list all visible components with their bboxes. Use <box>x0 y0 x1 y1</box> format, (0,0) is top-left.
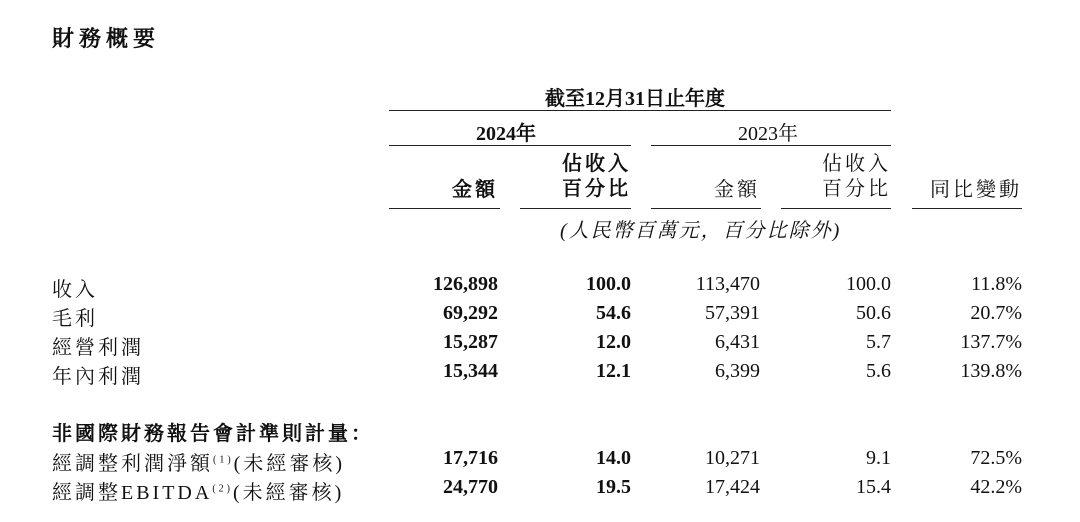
non-ifrs-section-title: 非國際財務報告會計準則計量： <box>52 423 374 445</box>
pct-2023: 100.0 <box>846 273 891 295</box>
amount-2023: 113,470 <box>695 273 760 295</box>
pct-2023: 5.7 <box>866 331 891 353</box>
table-row <box>0 447 1080 477</box>
amount-2024: 126,898 <box>433 273 498 295</box>
table-row <box>0 476 1080 506</box>
footnote-marker: (1) <box>213 454 234 466</box>
amount-2024: 24,770 <box>443 476 498 498</box>
unit-note: (人民幣百萬元，百分比除外) <box>560 220 842 242</box>
amount-2023: 6,399 <box>715 360 760 382</box>
table-row <box>0 331 1080 361</box>
yoy-change: 11.8% <box>971 273 1022 295</box>
pct-2024: 14.0 <box>596 447 631 469</box>
amount-2023: 17,424 <box>705 476 760 498</box>
col-amount-2024-rule <box>389 208 500 209</box>
amount-2024: 69,292 <box>443 302 498 324</box>
pct-2024: 54.6 <box>596 302 631 324</box>
pct-2024: 100.0 <box>586 273 631 295</box>
col-pct-2023 <box>822 152 891 202</box>
pct-2024: 19.5 <box>596 476 631 498</box>
yoy-change: 42.2% <box>970 476 1022 498</box>
row-label <box>52 447 345 476</box>
amount-2023: 10,271 <box>705 447 760 469</box>
col-amount-2023-rule <box>651 208 761 209</box>
col-yoy <box>930 178 1022 203</box>
col-pct-2024-line2: 百分比 <box>562 178 631 200</box>
year-2023-rule <box>651 145 891 146</box>
amount-2023: 6,431 <box>715 331 760 353</box>
yoy-change: 20.7% <box>970 302 1022 324</box>
col-yoy-rule <box>912 208 1022 209</box>
row-label: 年內利潤 <box>52 366 144 388</box>
amount-2024: 15,287 <box>443 331 498 353</box>
footnote-marker: (2) <box>212 483 233 495</box>
row-label-main: 經調整利潤淨額 <box>52 453 213 475</box>
col-amount-2023-label: 金額 <box>714 179 760 201</box>
col-pct-2024 <box>562 152 631 202</box>
row-label-suffix: (未經審核) <box>233 482 345 504</box>
pct-2023: 15.4 <box>856 476 891 498</box>
year-2023-header: 2023年 <box>738 123 798 145</box>
page-title: 財務概要 <box>52 26 161 51</box>
period-rule <box>389 110 891 111</box>
amount-2023: 57,391 <box>705 302 760 324</box>
pct-2024: 12.0 <box>596 331 631 353</box>
table-row <box>0 273 1080 303</box>
row-label-suffix: (未經審核) <box>233 453 345 475</box>
col-pct-2024-rule <box>520 208 631 209</box>
pct-2023: 5.6 <box>866 360 891 382</box>
pct-2023: 9.1 <box>866 447 891 469</box>
col-amount-2024-label: 金額 <box>452 179 498 201</box>
col-pct-2023-line2: 百分比 <box>822 178 891 200</box>
row-label <box>52 476 344 505</box>
table-row <box>0 302 1080 332</box>
yoy-change: 72.5% <box>970 447 1022 469</box>
col-amount-2023 <box>714 178 760 203</box>
pct-2023: 50.6 <box>856 302 891 324</box>
year-2024-rule <box>389 145 631 146</box>
table-row <box>0 360 1080 390</box>
year-2024-header: 2024年 <box>476 123 536 145</box>
col-amount-2024 <box>452 178 498 203</box>
col-yoy-label: 同比變動 <box>930 179 1022 201</box>
col-pct-2023-line1: 佔收入 <box>822 153 891 175</box>
row-label: 收入 <box>52 279 98 301</box>
pct-2024: 12.1 <box>596 360 631 382</box>
col-pct-2023-rule <box>781 208 891 209</box>
period-header: 截至12月31日止年度 <box>545 88 725 110</box>
col-pct-2024-line1: 佔收入 <box>562 153 631 175</box>
row-label-main: 經調整EBITDA <box>52 482 213 504</box>
yoy-change: 137.7% <box>960 331 1022 353</box>
amount-2024: 17,716 <box>443 447 498 469</box>
yoy-change: 139.8% <box>960 360 1022 382</box>
amount-2024: 15,344 <box>443 360 498 382</box>
row-label: 經營利潤 <box>52 337 144 359</box>
row-label: 毛利 <box>52 308 98 330</box>
